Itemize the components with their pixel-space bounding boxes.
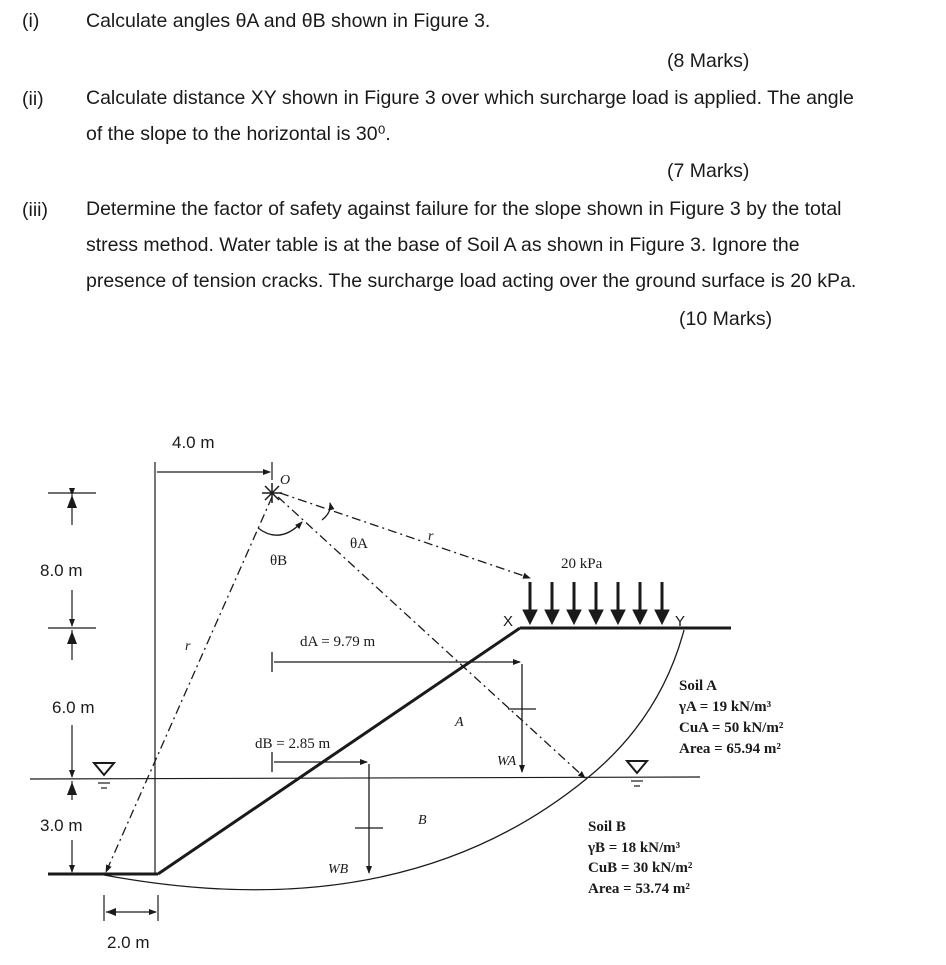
- label-soil-b-region: B: [418, 813, 427, 828]
- soil-b-properties: [587, 819, 693, 897]
- svg-text:γA = 19 kN/m³: γA = 19 kN/m³: [679, 699, 772, 715]
- water-table-symbol-left: [94, 763, 114, 788]
- label-theta-b: θB: [270, 553, 288, 569]
- angle-a-arc: [322, 503, 330, 520]
- dim-label-3m: 3.0 m: [40, 816, 83, 835]
- svg-text:Area = 53.74 m²: Area = 53.74 m²: [588, 881, 690, 897]
- label-theta-a: θA: [350, 536, 369, 552]
- label-x: X: [503, 613, 514, 630]
- svg-text:γB = 18 kN/m³: γB = 18 kN/m³: [588, 840, 681, 856]
- surcharge-label: 20 kPa: [561, 556, 603, 572]
- svg-text:Soil A: Soil A: [679, 678, 717, 694]
- svg-text:Area = 65.94 m²: Area = 65.94 m²: [679, 741, 781, 757]
- question-2-line-1: Calculate distance XY shown in Figure 3 over which surcharge load is applied. The angle: [86, 87, 854, 109]
- label-r-left: r: [185, 639, 191, 654]
- svg-text:CuB = 30 kN/m²: CuB = 30 kN/m²: [588, 860, 693, 876]
- svg-text:Soil B: Soil B: [588, 819, 626, 835]
- ground-profile: [48, 628, 731, 874]
- label-r-top: r: [428, 529, 434, 544]
- dim-label-8m: 8.0 m: [40, 561, 83, 580]
- question-2-marks: (7 Marks): [667, 160, 750, 182]
- dim-label-6m: 6.0 m: [52, 698, 95, 717]
- label-y: Y: [675, 613, 686, 630]
- question-2-number: (ii): [22, 88, 44, 110]
- water-table-symbol-right: [627, 761, 647, 786]
- water-table-line: [30, 777, 700, 779]
- surcharge-arrows: [523, 582, 669, 624]
- radius-line-left: [106, 497, 272, 872]
- centre-point: [262, 483, 282, 503]
- angle-b-arc: [258, 522, 302, 535]
- dim-label-2m: 2.0 m: [107, 933, 150, 952]
- label-db: dB = 2.85 m: [255, 736, 331, 752]
- question-3-line-3: presence of tension cracks. The surcharge load acting over the ground surface is 20 kPa.: [86, 270, 857, 292]
- question-1-text: Calculate angles θA and θB shown in Figure 3.: [86, 10, 491, 32]
- question-3-number: (iii): [22, 199, 48, 221]
- question-2-line-2: of the slope to the horizontal is 30⁰.: [86, 123, 391, 145]
- question-3-line-2: stress method. Water table is at the base of Soil A as shown in Figure 3. Ignore the: [86, 234, 800, 256]
- label-soil-a-region: A: [455, 715, 464, 730]
- radius-line-top: [280, 493, 530, 578]
- label-wa: WA: [497, 754, 517, 769]
- label-wb: WB: [328, 862, 349, 877]
- label-da: dA = 9.79 m: [300, 634, 376, 650]
- question-3-line-1: Determine the factor of safety against failure for the slope shown in Figure 3 by the total: [86, 198, 842, 220]
- svg-text:CuA = 50 kN/m²: CuA = 50 kN/m²: [679, 720, 784, 736]
- question-3-marks: (10 Marks): [679, 308, 773, 330]
- soil-a-properties: [678, 678, 784, 757]
- question-1-number: (i): [22, 10, 40, 32]
- dim-label-4m: 4.0 m: [172, 433, 215, 452]
- question-1-marks: (8 Marks): [667, 50, 750, 72]
- label-o: O: [280, 473, 291, 488]
